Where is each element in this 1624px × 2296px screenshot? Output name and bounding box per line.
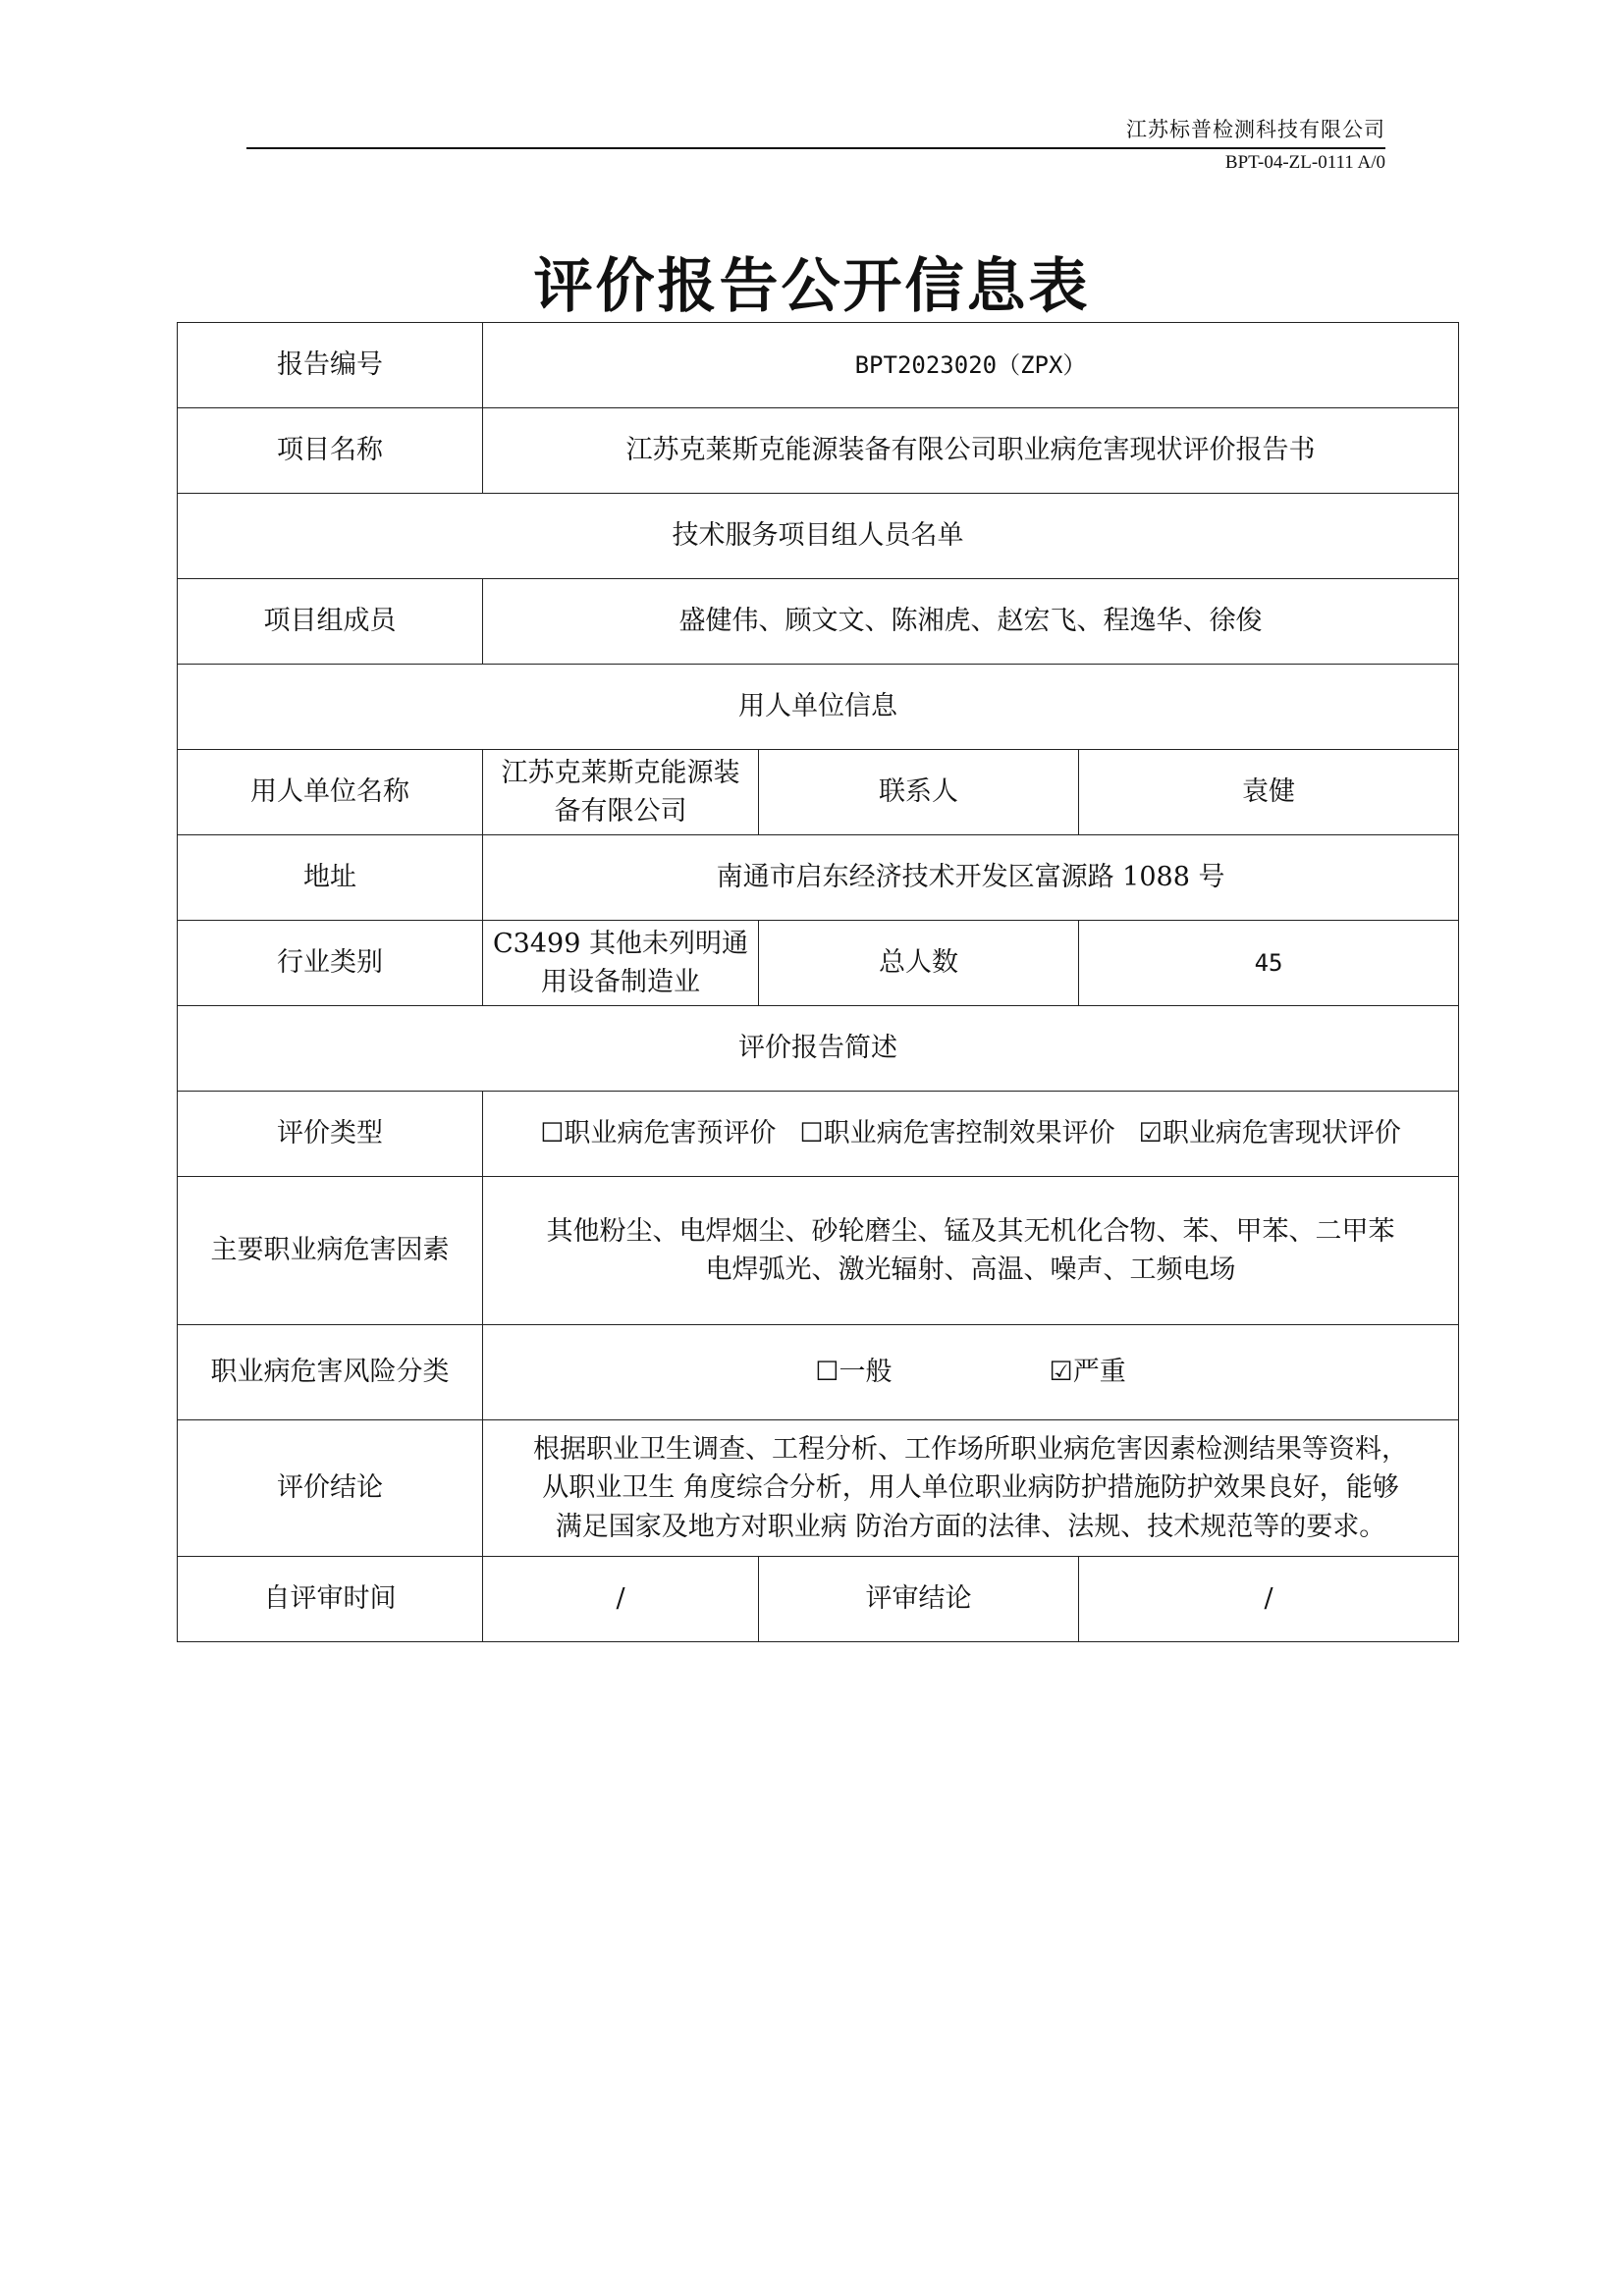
industry-label: 行业类别 bbox=[178, 921, 483, 1006]
conclusion-line: 根据职业卫生调查、工程分析、工作场所职业病危害因素检测结果等资料， bbox=[533, 1434, 1409, 1466]
report-no-label: 报告编号 bbox=[178, 323, 483, 408]
hazards-line: 电焊弧光、激光辐射、高温、噪声、工频电场 bbox=[705, 1255, 1236, 1285]
row-risk bbox=[178, 1325, 1459, 1420]
team-value: 盛健伟、顾文文、陈湘虎、赵宏飞、程逸华、徐俊 bbox=[483, 579, 1459, 665]
checkbox-risk-serious[interactable] bbox=[1050, 1353, 1126, 1391]
risk-options bbox=[483, 1325, 1459, 1420]
headcount-label: 总人数 bbox=[759, 921, 1079, 1006]
row-employer-name bbox=[178, 750, 1459, 835]
header-rule bbox=[246, 147, 1385, 149]
row-hazards bbox=[178, 1177, 1459, 1325]
checkbox-control-eval[interactable] bbox=[799, 1114, 1114, 1152]
conclusion-value bbox=[483, 1420, 1459, 1557]
checkbox-label: 一般 bbox=[839, 1357, 893, 1388]
checkbox-label: 职业病危害现状评价 bbox=[1162, 1118, 1401, 1149]
checkbox-label: 职业病危害预评价 bbox=[564, 1118, 777, 1149]
hazards-line: 其他粉尘、电焊烟尘、砂轮磨尘、锰及其无机化合物、苯、甲苯、二甲苯 bbox=[546, 1215, 1395, 1247]
row-review bbox=[178, 1557, 1459, 1642]
row-address bbox=[178, 835, 1459, 921]
summary-section-heading: 评价报告简述 bbox=[178, 1006, 1459, 1092]
row-project-name bbox=[178, 408, 1459, 494]
page-title: 评价报告公开信息表 bbox=[533, 252, 1091, 321]
team-section-heading: 技术服务项目组人员名单 bbox=[178, 494, 1459, 579]
team-label: 项目组成员 bbox=[178, 579, 483, 665]
checkbox-checked-icon: ☑ bbox=[1138, 1118, 1163, 1149]
employer-name-label: 用人单位名称 bbox=[178, 750, 483, 835]
checkbox-empty-icon: ☐ bbox=[799, 1118, 824, 1149]
address-value: 南通市启东经济技术开发区富源路 1088 号 bbox=[483, 835, 1459, 921]
row-team bbox=[178, 579, 1459, 665]
contact-label: 联系人 bbox=[759, 750, 1079, 835]
project-name-label: 项目名称 bbox=[178, 408, 483, 494]
checkbox-status-eval[interactable] bbox=[1139, 1114, 1401, 1152]
checkbox-empty-icon: ☐ bbox=[815, 1357, 839, 1388]
header-company: 江苏标普检测科技有限公司 bbox=[1126, 118, 1385, 141]
checkbox-checked-icon: ☑ bbox=[1049, 1357, 1073, 1388]
hazards-label: 主要职业病危害因素 bbox=[178, 1177, 483, 1325]
employer-name-value: 江苏克莱斯克能源装备有限公司 bbox=[483, 750, 759, 835]
row-conclusion bbox=[178, 1420, 1459, 1557]
contact-value: 袁健 bbox=[1079, 750, 1459, 835]
conclusion-line: 从职业卫生 角度综合分析，用人单位职业病防护措施防护效果良好，能够 bbox=[542, 1472, 1399, 1504]
review-conclusion-label: 评审结论 bbox=[759, 1557, 1079, 1642]
row-report-no bbox=[178, 323, 1459, 408]
headcount-value: 45 bbox=[1079, 921, 1459, 1006]
employer-section-heading: 用人单位信息 bbox=[178, 665, 1459, 750]
checkbox-label: 严重 bbox=[1072, 1357, 1126, 1388]
industry-value: C3499 其他未列明通用设备制造业 bbox=[483, 921, 759, 1006]
row-industry bbox=[178, 921, 1459, 1006]
checkbox-label: 职业病危害控制效果评价 bbox=[823, 1118, 1115, 1149]
review-time-label: 自评审时间 bbox=[178, 1557, 483, 1642]
conclusion-line: 满足国家及地方对职业病 防治方面的法律、法规、技术规范等的要求。 bbox=[555, 1511, 1386, 1542]
checkbox-pre-eval[interactable] bbox=[540, 1114, 776, 1152]
header-doc-code: BPT-04-ZL-0111 A/0 bbox=[1224, 152, 1385, 173]
info-table bbox=[177, 322, 1459, 1642]
review-conclusion-value: / bbox=[1079, 1557, 1459, 1642]
report-no-value: BPT2023020（ZPX） bbox=[483, 323, 1459, 408]
eval-type-label: 评价类型 bbox=[178, 1092, 483, 1177]
row-team-section bbox=[178, 494, 1459, 579]
risk-label: 职业病危害风险分类 bbox=[178, 1325, 483, 1420]
project-name-value: 江苏克莱斯克能源装备有限公司职业病危害现状评价报告书 bbox=[483, 408, 1459, 494]
row-summary-section bbox=[178, 1006, 1459, 1092]
conclusion-label: 评价结论 bbox=[178, 1420, 483, 1557]
checkbox-empty-icon: ☐ bbox=[540, 1118, 565, 1149]
review-time-value: / bbox=[483, 1557, 759, 1642]
row-eval-type bbox=[178, 1092, 1459, 1177]
address-label: 地址 bbox=[178, 835, 483, 921]
hazards-value bbox=[483, 1177, 1459, 1325]
eval-type-options bbox=[483, 1092, 1459, 1177]
row-employer-section bbox=[178, 665, 1459, 750]
checkbox-risk-general[interactable] bbox=[815, 1353, 892, 1391]
